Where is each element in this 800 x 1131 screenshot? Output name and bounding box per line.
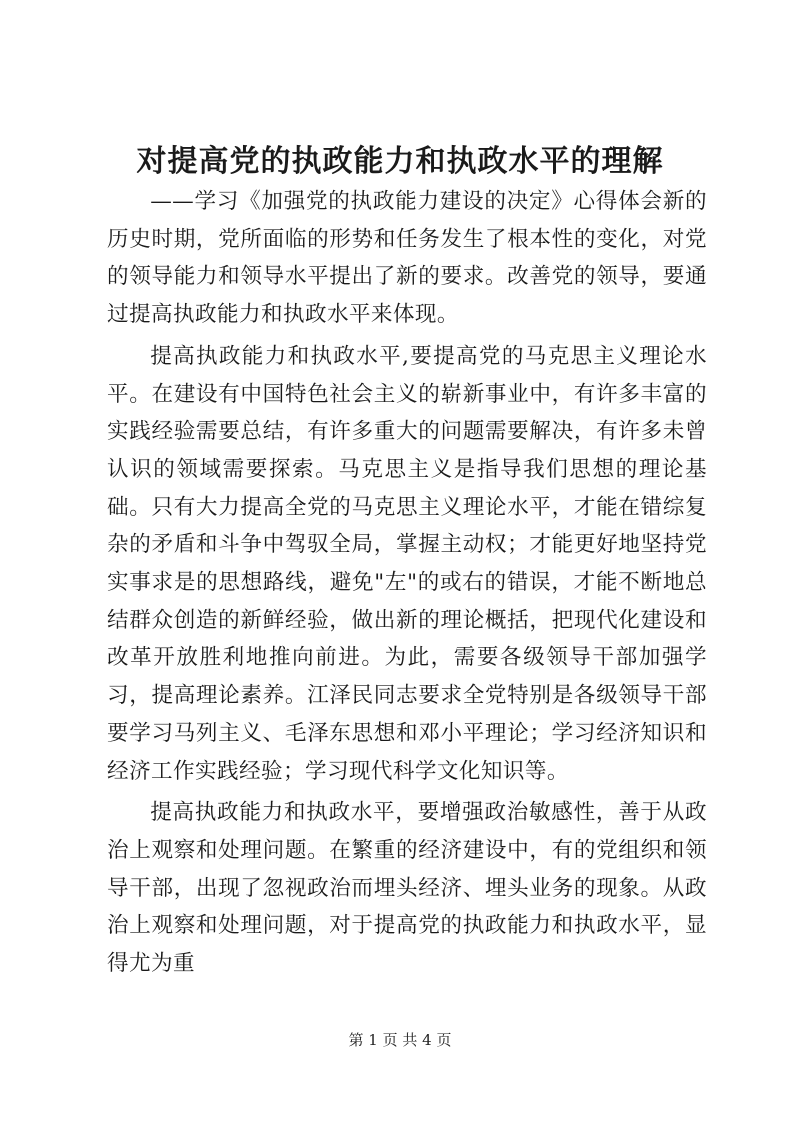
paragraph-theory: 提高执政能力和执政水平,要提高党的马克思主义理论水平。在建设有中国特色社会主义的崭新事业中，有许多丰富的实践经验需要总结，有许多重大的问题需要解决，有许多未曾认识的领域需要探索。马克思主义是指导我们思想的理论基础。只有大力提高全党的马克思主义理论水平，才能在错综复杂的矛盾和斗争中驾驭全局，掌握主动权；才能更好地坚持党实事求是的思想路线，避免"左"的或右的错误，才能不断地总结群众创造的新鲜经验，做出新的理论概括，把现代化建设和改革开放胜利地推向前进。为此，需要各级领导干部加强学习，提高理论素养。江泽民同志要求全党特别是各级领导干部要学习马列主义、毛泽东思想和邓小平理论；学习经济知识和经济工作实践经验；学习现代科学文化知识等。 <box>107 343 707 784</box>
paragraph-politics: 提高执政能力和执政水平，要增强政治敏感性，善于从政治上观察和处理问题。在繁重的经济建设中，有的党组织和领导干部，出现了忽视政治而埋头经济、埋头业务的现象。从政治上观察和处理问题，对于提高党的执政能力和执政水平，显得尤为重 <box>107 800 707 977</box>
document-title: 对提高党的执政能力和执政水平的理解 <box>136 144 664 179</box>
document-body <box>107 183 707 987</box>
paragraph-intro: ——学习《加强党的执政能力建设的决定》心得体会新的历史时期，党所面临的形势和任务发生了根本性的变化，对党的领导能力和领导水平提出了新的要求。改善党的领导，要通过提高执政能力和执政水平来体现。 <box>107 189 707 328</box>
page-number-footer: 第 1 页 共 4 页 <box>348 1031 452 1049</box>
